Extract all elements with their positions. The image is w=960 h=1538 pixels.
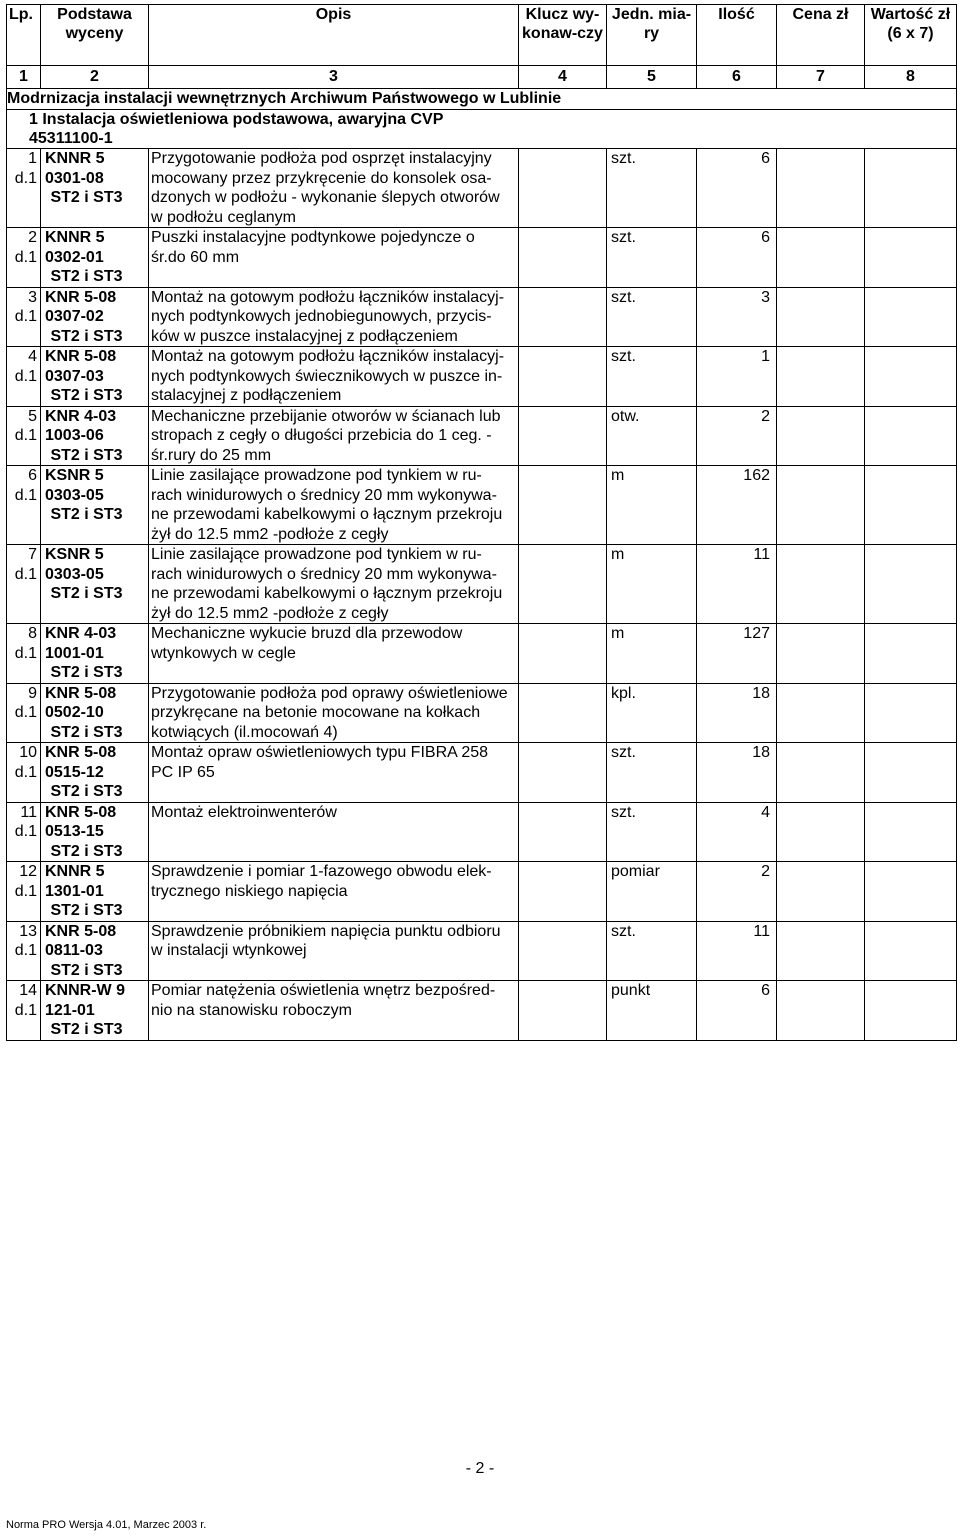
item-base-spec: ST2 i ST3 — [50, 387, 123, 404]
item-base-catalog: KSNR 5 — [45, 467, 104, 484]
item-qty: 11 — [753, 922, 770, 940]
item-key-cell — [519, 466, 607, 545]
item-description-cell — [149, 683, 519, 743]
item-value-cell — [865, 862, 957, 922]
item-price-cell — [777, 287, 865, 347]
item-qty-cell — [697, 545, 777, 624]
item-description-line: PC IP 65 — [151, 763, 215, 781]
item-base-cell — [41, 545, 149, 624]
item-qty-cell — [697, 802, 777, 862]
item-base-spec: ST2 i ST3 — [50, 327, 123, 345]
item-base-cell — [41, 624, 149, 684]
item-description-line: ków w puszce instalacyjnej z podłączeniem — [151, 327, 458, 345]
item-base-cell — [41, 406, 149, 466]
item-description-line: stropach z cegły o długości przebicia do 1 ceg. - — [151, 427, 492, 444]
item-unit: pomiar — [611, 863, 660, 880]
item-qty-cell — [697, 862, 777, 922]
item-unit-cell — [607, 347, 697, 407]
item-d: d.1 — [14, 1001, 37, 1019]
item-description-cell — [149, 921, 519, 981]
item-unit-cell — [607, 406, 697, 466]
item-price-cell — [777, 149, 865, 228]
item-qty: 18 — [752, 684, 770, 702]
item-base-position: 0301-08 — [45, 169, 104, 187]
item-unit-cell — [607, 683, 697, 743]
item-description-line: śr.do 60 mm — [151, 248, 240, 266]
header-ilosc: Ilość — [697, 5, 777, 66]
item-unit-cell — [607, 802, 697, 862]
item-qty: 3 — [761, 288, 770, 306]
item-description-cell — [149, 981, 519, 1041]
item-base-position: 0811-03 — [45, 942, 103, 959]
item-description-line: w podłożu ceglanym — [151, 208, 296, 226]
item-unit: m — [611, 467, 625, 484]
item-price-cell — [777, 981, 865, 1041]
cost-estimate-table — [6, 4, 957, 1041]
item-base-catalog: KNR 5-08 — [45, 922, 117, 940]
item-description-line: nych podtynkowych jednobiegunowych, przycis- — [151, 308, 492, 325]
item-value-cell — [865, 406, 957, 466]
item-base-cell — [41, 466, 149, 545]
item-description-line: nio na stanowisku roboczym — [151, 1001, 352, 1019]
item-description-cell — [149, 743, 519, 803]
item-description-cell — [149, 802, 519, 862]
item-value-cell — [865, 921, 957, 981]
column-number: 2 — [41, 66, 149, 89]
item-lp-cell — [7, 287, 41, 347]
item-unit-cell — [607, 862, 697, 922]
section-title: Modrnizacja instalacji wewnętrznych Archiwum Państwowego w Lublinie — [7, 89, 957, 110]
item-lp-cell — [7, 921, 41, 981]
item-qty: 6 — [761, 229, 770, 246]
item-base-cell — [41, 287, 149, 347]
item-description-line: Linie zasilające prowadzone pod tynkiem w ru- — [151, 546, 482, 563]
item-unit-cell — [607, 545, 697, 624]
item-value-cell — [865, 228, 957, 288]
item-qty: 162 — [743, 467, 770, 484]
item-lp-cell — [7, 406, 41, 466]
item-base-spec: ST2 i ST3 — [50, 1021, 123, 1038]
item-base-spec: ST2 i ST3 — [50, 783, 123, 800]
item-lp: 3 — [28, 288, 37, 306]
item-lp-cell — [7, 683, 41, 743]
item-key-cell — [519, 981, 607, 1041]
item-description-cell — [149, 347, 519, 407]
item-qty: 127 — [743, 625, 770, 642]
item-base-catalog: KNR 5-08 — [45, 348, 117, 365]
item-base-cell — [41, 683, 149, 743]
item-description-line: w instalacji wtynkowej — [151, 942, 307, 959]
item-base-position: 0513-15 — [45, 823, 104, 840]
item-lp: 7 — [28, 546, 37, 563]
item-qty: 2 — [761, 407, 770, 425]
item-key-cell — [519, 545, 607, 624]
item-description-line: Przygotowanie podłoża pod osprzęt instalacyjny — [151, 150, 492, 167]
column-number-row — [7, 66, 957, 89]
item-unit-cell — [607, 921, 697, 981]
item-price-cell — [777, 228, 865, 288]
footer-software: Norma PRO Wersja 4.01, Marzec 2003 r. — [6, 1519, 207, 1531]
item-qty: 4 — [761, 803, 770, 821]
cost-estimate-sheet — [6, 4, 956, 1041]
item-d: d.1 — [14, 308, 37, 325]
item-lp: 4 — [28, 348, 37, 365]
item-base-cell — [41, 802, 149, 862]
table-row — [7, 228, 957, 288]
item-qty-cell — [697, 683, 777, 743]
item-base-position: 0502-10 — [45, 704, 104, 721]
item-description-line: żył do 12.5 mm2 -podłoże z cegły — [151, 604, 389, 622]
item-value-cell — [865, 743, 957, 803]
item-description-line: Przygotowanie podłoża pod oprawy oświetleniowe — [151, 684, 508, 702]
item-value-cell — [865, 624, 957, 684]
item-base-catalog: KNNR 5 — [45, 229, 105, 246]
table-row — [7, 743, 957, 803]
item-unit: punkt — [611, 982, 651, 999]
item-lp-cell — [7, 466, 41, 545]
item-lp: 8 — [28, 625, 37, 642]
item-price-cell — [777, 802, 865, 862]
item-base-spec: ST2 i ST3 — [50, 664, 123, 681]
item-lp-cell — [7, 545, 41, 624]
item-base-catalog: KNNR 5 — [45, 863, 105, 880]
item-qty-cell — [697, 981, 777, 1041]
item-description-line: Montaż elektroinwenterów — [151, 803, 337, 821]
item-description-line: żył do 12.5 mm2 -podłoże z cegły — [151, 525, 389, 543]
item-description-cell — [149, 287, 519, 347]
item-description-cell — [149, 406, 519, 466]
item-value-cell — [865, 466, 957, 545]
item-unit-cell — [607, 981, 697, 1041]
item-unit: szt. — [611, 150, 636, 167]
item-key-cell — [519, 287, 607, 347]
item-lp: 5 — [28, 407, 37, 425]
item-unit: szt. — [611, 803, 636, 821]
item-qty: 6 — [761, 982, 770, 999]
item-base-spec: ST2 i ST3 — [50, 902, 123, 919]
item-base-cell — [41, 347, 149, 407]
item-base-catalog: KNR 5-08 — [45, 744, 117, 761]
table-header-row — [7, 5, 957, 66]
item-base-catalog: KNR 5-08 — [45, 803, 117, 821]
table-row — [7, 683, 957, 743]
item-base-catalog: KNR 4-03 — [45, 625, 117, 642]
header-wartosc-label: Wartość zł — [870, 6, 951, 23]
item-key-cell — [519, 862, 607, 922]
item-description-line: rach winidurowych o średnicy 20 mm wykonywa- — [151, 565, 497, 583]
item-unit: m — [611, 546, 625, 563]
item-base-cell — [41, 743, 149, 803]
item-d: d.1 — [14, 486, 37, 504]
item-lp: 1 — [28, 150, 37, 167]
item-price-cell — [777, 545, 865, 624]
table-row — [7, 406, 957, 466]
item-unit-cell — [607, 149, 697, 228]
item-value-cell — [865, 545, 957, 624]
item-description-line: mocowany przez przykręcenie do konsolek osa- — [151, 169, 492, 187]
item-qty: 1 — [761, 348, 770, 365]
item-lp: 13 — [19, 922, 37, 940]
item-base-catalog: KNNR 5 — [45, 150, 105, 167]
item-key-cell — [519, 624, 607, 684]
item-description-line: nych podtynkowych świecznikowych w puszce in- — [151, 367, 503, 385]
column-number: 8 — [865, 66, 957, 89]
column-number: 4 — [519, 66, 607, 89]
item-base-spec: ST2 i ST3 — [50, 268, 123, 285]
item-qty-cell — [697, 743, 777, 803]
table-row — [7, 287, 957, 347]
table-row — [7, 802, 957, 862]
header-jedn: Jedn. mia-ry — [607, 5, 697, 66]
item-lp: 2 — [28, 229, 37, 246]
item-description-line: rach winidurowych o średnicy 20 mm wykonywa- — [151, 486, 497, 504]
item-value-cell — [865, 347, 957, 407]
item-unit: otw. — [611, 407, 640, 425]
item-base-catalog: KNR 5-08 — [45, 684, 117, 702]
item-description-line: trycznego niskiego napięcia — [151, 882, 348, 900]
item-price-cell — [777, 624, 865, 684]
item-lp-cell — [7, 862, 41, 922]
item-base-position: 1301-01 — [45, 882, 104, 900]
item-base-position: 0515-12 — [45, 763, 104, 781]
item-lp-cell — [7, 981, 41, 1041]
item-description-line: Montaż na gotowym podłożu łączników instalacyj- — [151, 288, 505, 306]
table-row — [7, 921, 957, 981]
item-lp: 10 — [19, 744, 37, 761]
item-unit: szt. — [611, 229, 636, 246]
item-qty: 2 — [761, 863, 770, 880]
item-base-cell — [41, 862, 149, 922]
item-value-cell — [865, 981, 957, 1041]
item-base-catalog: KNR 5-08 — [45, 288, 117, 306]
item-description-line: Sprawdzenie i pomiar 1-fazowego obwodu elek- — [151, 863, 492, 880]
item-price-cell — [777, 862, 865, 922]
item-description-cell — [149, 466, 519, 545]
item-lp-cell — [7, 802, 41, 862]
section-row — [7, 89, 957, 110]
table-row — [7, 862, 957, 922]
item-unit-cell — [607, 624, 697, 684]
item-base-position: 0303-05 — [45, 565, 104, 583]
item-description-cell — [149, 624, 519, 684]
item-description-line: ne przewodami kabelkowymi o łącznym przekroju — [151, 506, 503, 523]
column-number: 1 — [7, 66, 41, 89]
subsection-row — [7, 110, 957, 149]
item-base-catalog: KNNR-W 9 — [45, 982, 125, 999]
item-base-cell — [41, 228, 149, 288]
item-d: d.1 — [14, 169, 37, 187]
item-lp-cell — [7, 347, 41, 407]
item-key-cell — [519, 802, 607, 862]
item-base-catalog: KNR 4-03 — [45, 407, 117, 425]
item-description-line: ne przewodami kabelkowymi o łącznym przekroju — [151, 585, 503, 602]
item-lp: 9 — [28, 684, 37, 702]
item-key-cell — [519, 683, 607, 743]
item-unit: m — [611, 625, 625, 642]
item-d: d.1 — [14, 427, 37, 444]
item-qty-cell — [697, 624, 777, 684]
item-unit-cell — [607, 228, 697, 288]
item-value-cell — [865, 287, 957, 347]
header-cena: Cena zł — [777, 5, 865, 66]
item-qty: 6 — [761, 150, 770, 167]
item-description-line: Mechaniczne przebijanie otworów w ścianach lub — [151, 407, 501, 425]
item-unit: szt. — [611, 348, 636, 365]
item-qty-cell — [697, 149, 777, 228]
column-number: 5 — [607, 66, 697, 89]
item-key-cell — [519, 743, 607, 803]
item-base-spec: ST2 i ST3 — [50, 446, 123, 464]
table-row — [7, 347, 957, 407]
item-key-cell — [519, 149, 607, 228]
item-base-spec: ST2 i ST3 — [50, 723, 123, 741]
item-base-cell — [41, 981, 149, 1041]
item-base-position: 0302-01 — [45, 248, 104, 266]
item-qty: 18 — [752, 744, 770, 761]
item-base-position: 121-01 — [45, 1001, 95, 1019]
item-qty-cell — [697, 347, 777, 407]
header-podstawa: Podstawa wyceny — [41, 5, 149, 66]
item-base-cell — [41, 149, 149, 228]
item-d: d.1 — [14, 823, 37, 840]
column-number: 3 — [149, 66, 519, 89]
header-opis: Opis — [149, 5, 519, 66]
item-qty-cell — [697, 921, 777, 981]
item-qty-cell — [697, 228, 777, 288]
item-base-spec: ST2 i ST3 — [50, 842, 123, 860]
item-base-position: 0307-03 — [45, 367, 104, 385]
item-base-position: 0307-02 — [45, 308, 104, 325]
item-description-cell — [149, 862, 519, 922]
column-number: 6 — [697, 66, 777, 89]
item-key-cell — [519, 347, 607, 407]
subsection-code: 45311100-1 — [29, 130, 113, 147]
item-description-line: Mechaniczne wykucie bruzd dla przewodow — [151, 625, 463, 642]
item-unit-cell — [607, 287, 697, 347]
item-description-line: Puszki instalacyjne podtynkowe pojedyncze o — [151, 229, 475, 246]
page-number: - 2 - — [465, 1460, 495, 1477]
item-description-line: dzonych w podłożu - wykonanie ślepych otworów — [151, 189, 500, 206]
item-description-cell — [149, 545, 519, 624]
item-unit-cell — [607, 743, 697, 803]
item-description-cell — [149, 228, 519, 288]
item-d: d.1 — [14, 644, 37, 662]
item-description-line: Montaż na gotowym podłożu łączników instalacyj- — [151, 348, 505, 365]
item-base-catalog: KSNR 5 — [45, 546, 104, 563]
item-price-cell — [777, 743, 865, 803]
subsection-number: 1 — [29, 111, 38, 128]
column-number: 7 — [777, 66, 865, 89]
item-description-line: wtynkowych w cegle — [151, 644, 296, 662]
item-d: d.1 — [14, 942, 37, 959]
item-unit-cell — [607, 466, 697, 545]
item-lp-cell — [7, 743, 41, 803]
header-lp: Lp. — [7, 5, 41, 66]
item-lp-cell — [7, 624, 41, 684]
item-base-position: 1001-01 — [45, 644, 104, 662]
item-description-cell — [149, 149, 519, 228]
item-qty-cell — [697, 287, 777, 347]
item-description-line: stalacyjnej z podłączeniem — [151, 387, 342, 404]
item-d: d.1 — [14, 882, 37, 900]
subsection-cell — [7, 110, 957, 149]
item-price-cell — [777, 406, 865, 466]
item-description-line: przykręcane na betonie mocowane na kołkach — [151, 704, 481, 721]
item-qty: 11 — [753, 546, 770, 563]
item-lp: 12 — [19, 863, 37, 880]
item-value-cell — [865, 802, 957, 862]
item-description-line: Sprawdzenie próbnikiem napięcia punktu odbioru — [151, 922, 501, 940]
item-lp: 11 — [20, 803, 37, 821]
item-description-line: kotwiących (il.mocowań 4) — [151, 723, 338, 741]
item-value-cell — [865, 683, 957, 743]
subsection-title: Instalacja oświetleniowa podstawowa, awaryjna CVP — [42, 111, 444, 128]
item-unit: kpl. — [611, 684, 636, 702]
item-base-spec: ST2 i ST3 — [50, 189, 123, 206]
item-unit: szt. — [611, 922, 636, 940]
table-row — [7, 466, 957, 545]
item-qty-cell — [697, 466, 777, 545]
item-description-line: Montaż opraw oświetleniowych typu FIBRA 258 — [151, 744, 489, 761]
table-row — [7, 624, 957, 684]
item-price-cell — [777, 683, 865, 743]
item-base-spec: ST2 i ST3 — [50, 961, 123, 979]
item-base-position: 0303-05 — [45, 486, 104, 504]
item-base-spec: ST2 i ST3 — [50, 585, 123, 602]
item-qty-cell — [697, 406, 777, 466]
item-description-line: Pomiar natężenia oświetlenia wnętrz bezpośred- — [151, 982, 496, 999]
table-row — [7, 149, 957, 228]
item-d: d.1 — [14, 565, 37, 583]
item-base-spec: ST2 i ST3 — [50, 506, 123, 523]
item-description-line: Linie zasilające prowadzone pod tynkiem w ru- — [151, 467, 482, 484]
item-key-cell — [519, 921, 607, 981]
item-unit: szt. — [611, 744, 636, 761]
item-d: d.1 — [14, 367, 37, 385]
item-unit: szt. — [611, 288, 636, 306]
table-row — [7, 545, 957, 624]
table-row — [7, 981, 957, 1041]
item-base-position: 1003-06 — [45, 427, 104, 444]
header-wartosc-formula: (6 x 7) — [887, 25, 934, 42]
item-lp-cell — [7, 228, 41, 288]
item-price-cell — [777, 466, 865, 545]
item-price-cell — [777, 921, 865, 981]
item-d: d.1 — [14, 248, 37, 266]
item-description-line: śr.rury do 25 mm — [151, 446, 272, 464]
item-key-cell — [519, 406, 607, 466]
item-lp: 6 — [28, 467, 37, 484]
item-d: d.1 — [14, 763, 37, 781]
item-price-cell — [777, 347, 865, 407]
item-base-cell — [41, 921, 149, 981]
item-d: d.1 — [14, 704, 37, 721]
item-lp: 14 — [19, 982, 37, 999]
header-klucz: Klucz wy-konaw-czy — [519, 5, 607, 66]
item-lp-cell — [7, 149, 41, 228]
item-key-cell — [519, 228, 607, 288]
header-wartosc — [865, 5, 957, 66]
item-value-cell — [865, 149, 957, 228]
